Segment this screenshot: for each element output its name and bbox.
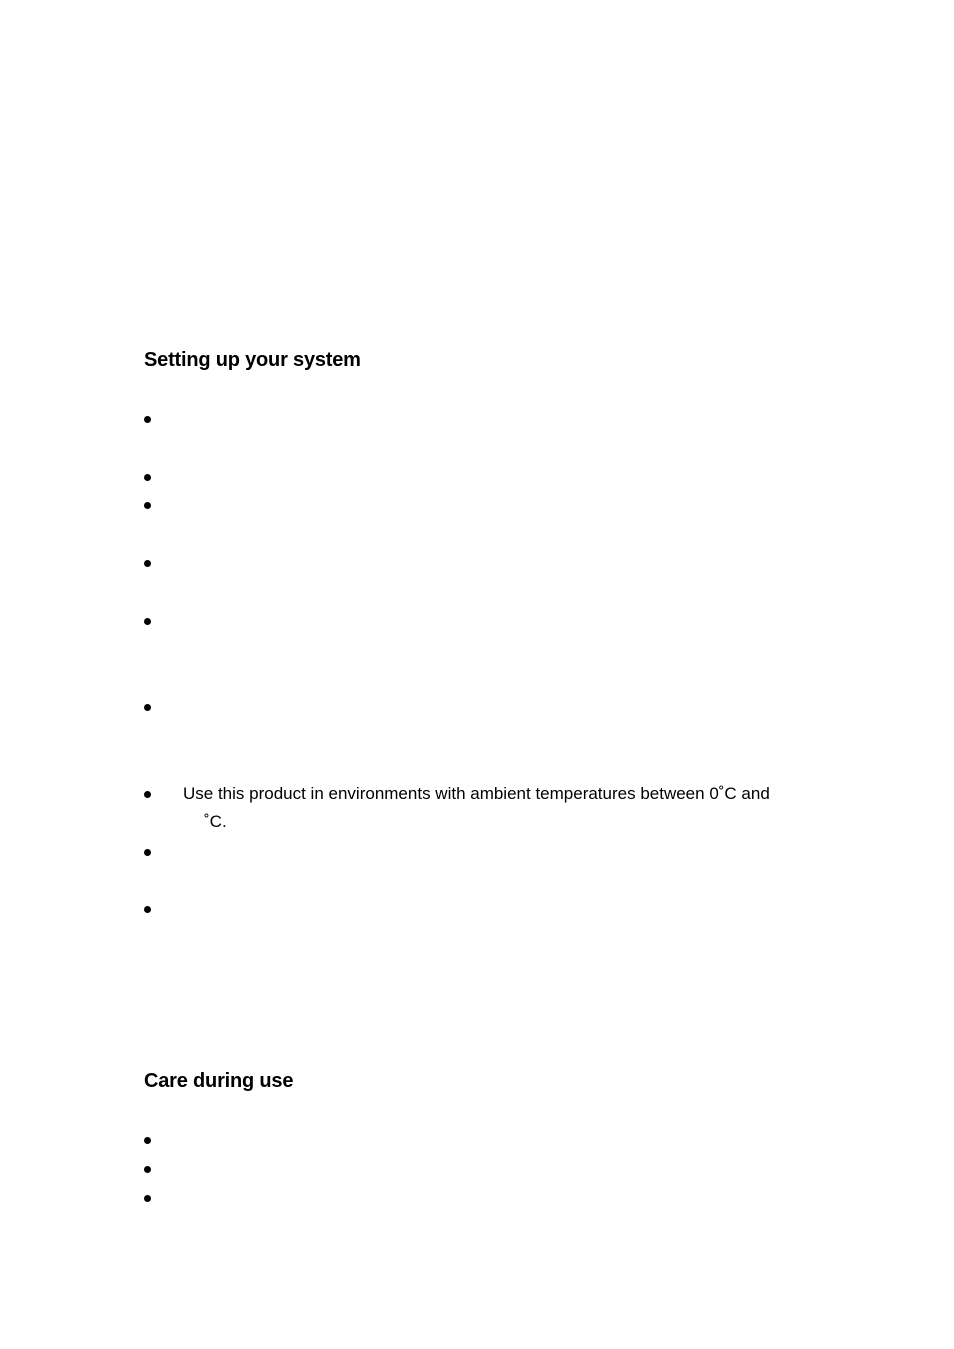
- section-heading-care-during-use: Care during use: [144, 1070, 294, 1092]
- list-bullet: [144, 502, 151, 509]
- list-item-temperature: Use this product in environments with ambient temperatures between 0˚C and: [183, 784, 770, 803]
- list-bullet: [144, 906, 151, 913]
- section-heading-setting-up: Setting up your system: [144, 349, 361, 371]
- list-bullet: [144, 416, 151, 423]
- list-bullet: [144, 791, 151, 798]
- list-bullet: [144, 474, 151, 481]
- list-bullet: [144, 1195, 151, 1202]
- list-item-temperature-continuation: ˚C.: [204, 812, 227, 831]
- list-bullet: [144, 704, 151, 711]
- list-bullet: [144, 1137, 151, 1144]
- list-bullet: [144, 1166, 151, 1173]
- list-bullet: [144, 849, 151, 856]
- list-bullet: [144, 618, 151, 625]
- list-bullet: [144, 560, 151, 567]
